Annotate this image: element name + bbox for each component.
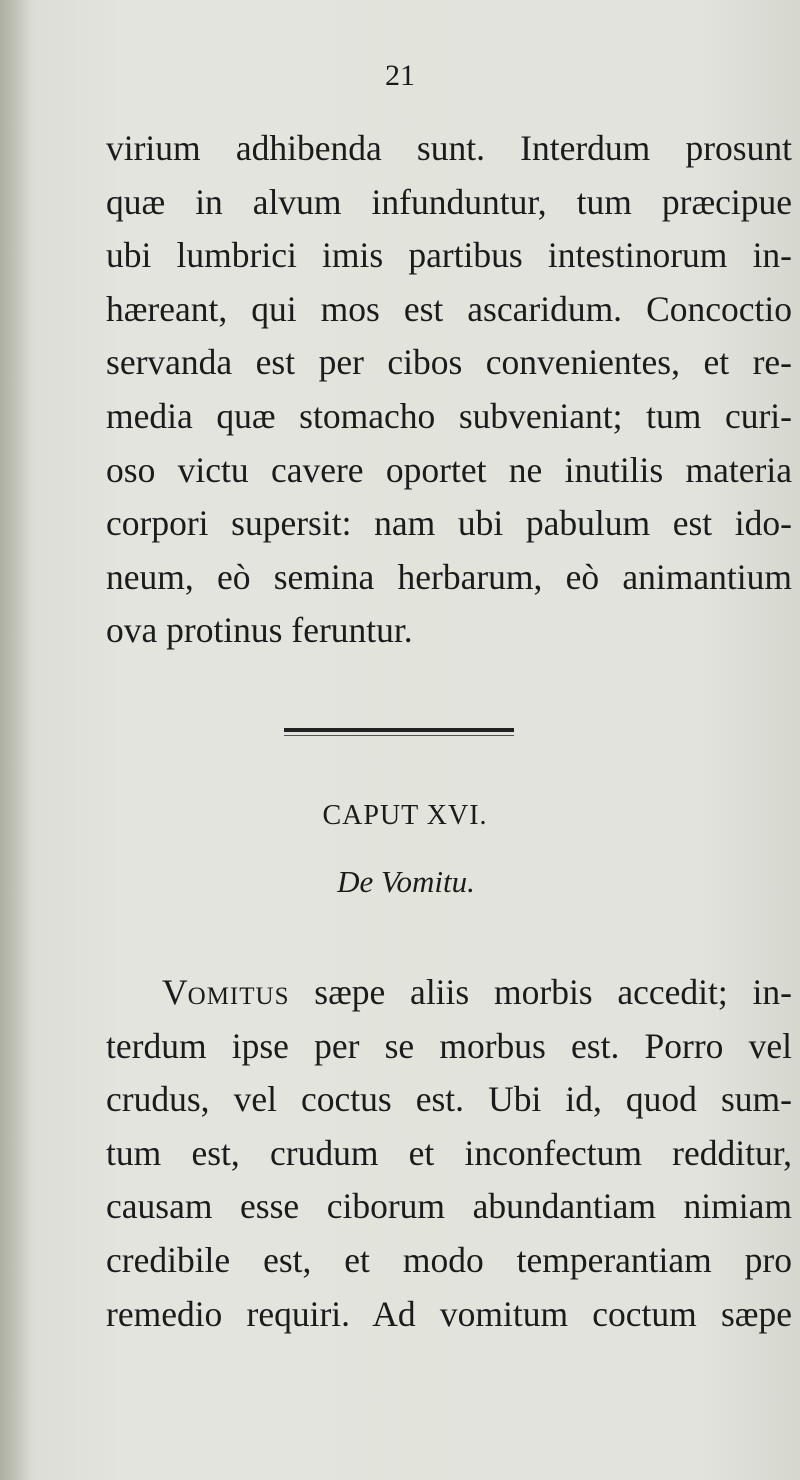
chapter-divider-rule-thin — [284, 735, 514, 736]
chapter-subtitle: De Vomitu. — [337, 864, 475, 899]
text-line: corpori supersit: nam ubi pabulum est ido- — [106, 503, 792, 544]
text-line: terdum ipse per se morbus est. Porro vel — [106, 1025, 792, 1066]
text-line-first — [106, 966, 792, 1020]
first-word-smallcaps: omitus — [187, 972, 290, 1012]
text-line: hæreant, qui mos est ascaridum. Concoctio — [106, 288, 792, 329]
first-line-rest: sæpe aliis morbis accedit; in- — [289, 972, 792, 1012]
text-line: quæ in alvum infunduntur, tum præcipue — [106, 181, 792, 222]
text-line: oso victu cavere oportet ne inutilis materia — [106, 449, 792, 490]
text-line: ubi lumbrici imis partibus intestinorum in- — [106, 235, 792, 276]
text-line: credibile est, et modo temperantiam pro — [106, 1239, 792, 1280]
text-line: media quæ stomacho subveniant; tum curi- — [106, 395, 792, 436]
paragraph-vomitus — [106, 966, 798, 1341]
chapter-divider-rule — [284, 728, 514, 732]
paragraph-continued — [106, 122, 798, 658]
page-binding-shadow — [0, 0, 34, 1480]
initial-letter: V — [162, 972, 188, 1012]
text-line: ova protinus feruntur. — [106, 610, 413, 651]
text-line: causam esse ciborum abundantiam nimiam — [106, 1186, 792, 1227]
text-line: neum, eò semina herbarum, eò animantium — [106, 556, 792, 597]
chapter-heading: CAPUT XVI. — [322, 800, 488, 831]
text-line: virium adhibenda sunt. Interdum prosunt — [106, 128, 792, 168]
text-line: crudus, vel coctus est. Ubi id, quod sum- — [106, 1079, 792, 1120]
page-number: 21 — [385, 59, 415, 92]
text-line: remedio requiri. Ad vomitum coctum sæpe — [106, 1293, 792, 1334]
text-line: tum est, crudum et inconfectum redditur, — [106, 1132, 792, 1173]
text-line: servanda est per cibos convenientes, et re- — [106, 342, 792, 383]
